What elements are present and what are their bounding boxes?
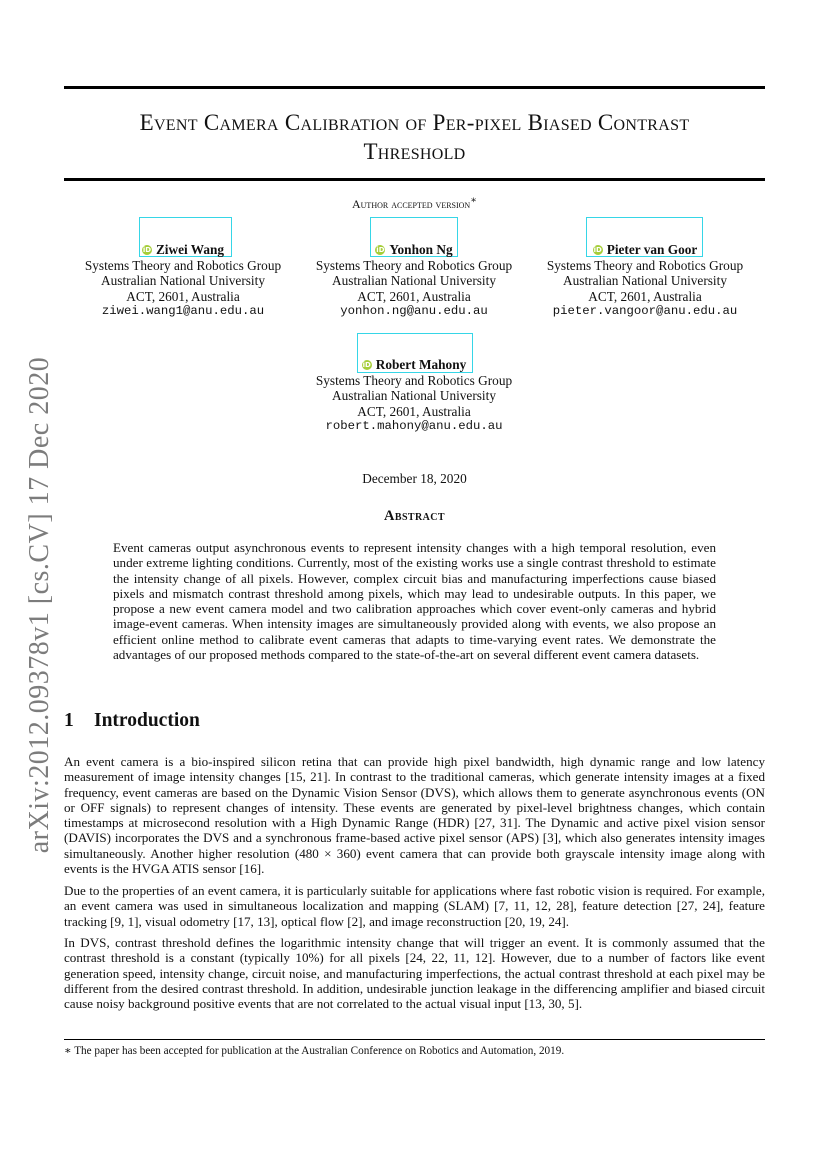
title-line-1: Event Camera Calibration of Per-pixel Biased Contrast (139, 110, 690, 135)
author-name[interactable]: iD Ziwei Wang (142, 242, 225, 258)
title-bottom-rule (64, 178, 765, 181)
author-university: Australian National University (101, 273, 265, 289)
orcid-icon[interactable]: iD (593, 246, 602, 254)
title-top-rule (64, 86, 765, 89)
author-name[interactable]: iD Yonhon Ng (376, 242, 453, 258)
orcid-icon[interactable]: iD (362, 361, 371, 369)
author-university: Australian National University (332, 273, 496, 289)
body-paragraph: An event camera is a bio-inspired silicon retina that can provide high pixel bandwidth, high dynamic range and low latency measurement of image intensity changes [15, 21]. In contrast to the traditional cameras, which generate intensity images at a fixed frequency, event cameras are based on the Dynamic Vision Sensor (DVS), which allows them to generate asynchronous events (ON or OFF signals) to represent changes of intensity. These events are generated by pixel-level brightness changes, which contain timestamps at microsecond resolution with a High Dynamic Range (HDR) [27, 31]. The Dynamic and active pixel vision sensor (DAVIS) incorporates the DVS and a synchronous frame-based active pixel sensor (APS) [3], which also generates intensity images simultaneously. Another higher resolution (480 × 360) event camera that can provide both grayscale intensity image along with events is the HVGA ATIS sensor [16]. (64, 754, 765, 877)
author-email[interactable]: yonhon.ng@anu.edu.au (340, 304, 488, 319)
author-email[interactable]: robert.mahony@anu.edu.au (325, 419, 503, 434)
paper-title (64, 108, 765, 166)
section-heading (64, 710, 200, 732)
author-email[interactable]: ziwei.wang1@anu.edu.au (101, 304, 265, 319)
author-affiliation: Systems Theory and Robotics Group (546, 257, 744, 273)
title-line-2: Threshold (363, 139, 466, 164)
version-text: Author accepted version (351, 197, 471, 211)
author-address: ACT, 2601, Australia (357, 288, 471, 304)
version-footnote-mark[interactable]: ∗ (470, 195, 478, 206)
arxiv-identifier: arXiv:2012.09378v1 [cs.CV] 17 Dec 2020 (24, 356, 55, 854)
author-block (299, 355, 529, 435)
body-paragraph: Due to the properties of an event camera, it is particularly suitable for applications where fast robotic vision is required. For example, an event camera was used in simultaneous localization and mapping (SLAM) [7, 11, 12, 28], feature detection [27, 24], feature tracking [9, 1], visual odometry [17, 13], optical flow [2], and image reconstruction [20, 19, 24]. (64, 883, 765, 929)
orcid-icon[interactable]: iD (376, 246, 385, 254)
author-address: ACT, 2601, Australia (126, 288, 240, 304)
author-affiliation: Systems Theory and Robotics Group (84, 257, 282, 273)
author-name[interactable]: iD Pieter van Goor (593, 242, 698, 258)
orcid-icon[interactable]: iD (142, 246, 152, 254)
section-title: Introduction (94, 710, 200, 731)
author-affiliation: Systems Theory and Robotics Group (315, 257, 513, 273)
abstract-text: Event cameras output asynchronous events to represent intensity changes with a high temporal resolution, even under extreme lighting conditions. Currently, most of the existing works use a single contrast threshold to estimate the intensity change of all pixels. However, complex circuit bias and manufacturing imperfections cause biased pixels and mismatch contrast threshold among pixels, which may lead to undesirable outputs. In this paper, we propose a new event camera model and two calibration approaches which cover event-only cameras and hybrid image-event cameras. When intensity images are simultaneously provided along with events, we also propose an efficient online method to calibrate event cameras that adapts to time-varying event rates. We demonstrate the advantages of our proposed methods compared to the state-of-the-art on several different event camera datasets. (113, 540, 716, 663)
section-number: 1 (64, 710, 74, 731)
abstract-heading: Abstract (384, 508, 445, 524)
author-block (299, 240, 529, 320)
version-note (64, 195, 765, 212)
author-university: Australian National University (563, 273, 727, 289)
author-block (68, 240, 298, 320)
author-address: ACT, 2601, Australia (357, 403, 471, 419)
author-affiliation: Systems Theory and Robotics Group (315, 372, 513, 388)
body-paragraph: In DVS, contrast threshold defines the logarithmic intensity change that will trigger an event. It is commonly assumed that the contrast threshold is a constant (typically 10%) for all pixels [24, 22, 11, 12]. However, due to a number of factors like event generation speed, intensity change, circuit noise, and manufacturing imperfections, the actual contrast threshold at each pixel may be different from the desired contrast threshold. In addition, undesirable junction leakage in the differencing amplifier and biased circuit cause noisy background positive events that are not correlated to the actual visual input [13, 30, 5]. (64, 935, 765, 1012)
footnote: ∗ The paper has been accepted for publication at the Australian Conference on Robotics and Automation, 2019. (64, 1045, 565, 1057)
paper-date: December 18, 2020 (362, 471, 467, 486)
author-email[interactable]: pieter.vangoor@anu.edu.au (552, 304, 738, 319)
author-university: Australian National University (332, 388, 496, 404)
author-address: ACT, 2601, Australia (588, 288, 702, 304)
footnote-rule (64, 1039, 765, 1040)
author-name[interactable]: iD Robert Mahony (362, 357, 467, 373)
author-block (530, 240, 760, 320)
